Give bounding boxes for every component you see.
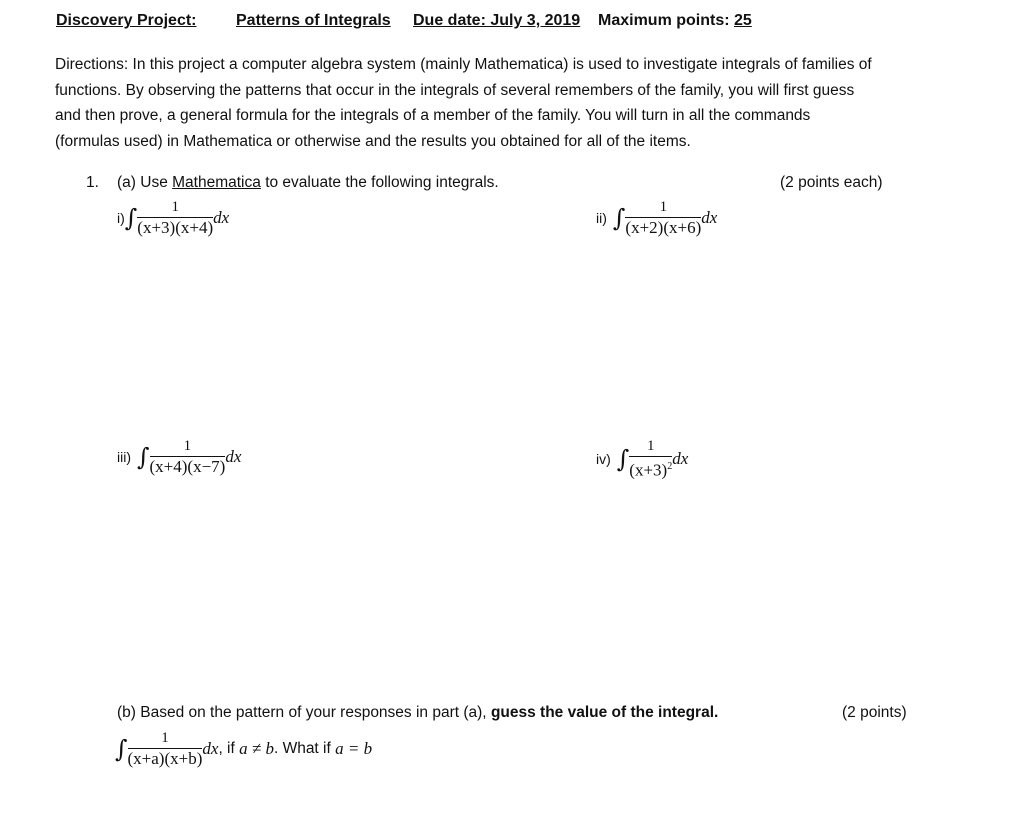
project-label: Discovery Project: [56,12,197,29]
fraction [137,200,213,236]
mathematica-link: Mathematica [172,174,261,191]
directions-line: Directions: In this project a computer algebra system (mainly Mathematica) is used to investigate integrals of families of [55,56,872,73]
integral-sign-icon: ∫ [137,443,150,471]
fraction [625,200,701,236]
denominator: (x+2)(x+6) [625,218,702,237]
integral-sign-icon: ∫ [612,204,626,232]
fraction [629,439,672,479]
denominator-exponent: 2 [667,461,673,472]
differential: dx [202,739,219,758]
part-b-instructions [117,704,718,722]
integral-iv [596,439,688,479]
directions-line: functions. By observing the patterns that occur in the integrals of several remembers of the family, you will first guess [55,81,855,99]
fraction [150,439,226,475]
max-points [598,12,752,30]
differential: dx [701,208,718,227]
condition-expr: a ≠ b [239,739,274,758]
condition-text: , if [218,740,240,757]
part-b-prefix: (b) Based on the pattern of your responses in part (a), [117,704,487,721]
points-b: (2 points) [842,704,907,721]
differential: dx [672,448,689,468]
integral-sign-icon: ∫ [115,735,128,763]
denominator: (x+3)(x+4) [137,218,214,237]
question-number: 1. [86,174,99,191]
due-date [413,12,580,30]
directions-paragraph [55,52,975,154]
numerator: 1 [183,438,192,454]
numerator: 1 [171,199,179,215]
integral-ii [596,200,717,236]
directions-line: (formulas used) in Mathematica or otherwise and the results you obtained for all of the items. [55,132,691,150]
denominator: (x+a)(x+b) [127,749,203,768]
fraction [128,731,203,767]
numerator: 1 [647,438,655,454]
integral-label: ii) [596,210,607,226]
due-date-text: Due date: July 3, 2019 [413,12,581,29]
numerator: 1 [161,730,169,746]
integral-label: iv) [596,450,611,467]
denominator-base: (x+3) [629,460,668,480]
integral-sign-icon: ∫ [124,204,138,232]
part-a-instructions [117,174,499,192]
integral-i [117,200,229,236]
denominator [629,458,672,479]
integral-label: i) [117,210,125,226]
condition-question: . What if [273,740,336,757]
condition-expr-2: a = b [335,739,373,758]
integral-label: iii) [117,449,131,465]
denominator: (x+4)(x−7) [149,457,226,476]
points-a: (2 points each) [780,174,883,191]
part-a-suffix: to evaluate the following integrals. [265,174,499,191]
part-b-bold: guess the value of the integral. [490,704,719,721]
differential: dx [213,208,230,227]
project-title: Patterns of Integrals [236,12,391,29]
numerator: 1 [659,199,668,215]
max-points-value: 25 [734,12,752,29]
part-a-prefix: (a) Use [117,174,168,191]
integral-iii [117,439,241,475]
differential: dx [225,447,242,466]
general-integral [115,731,372,767]
integral-sign-icon: ∫ [616,444,630,473]
max-points-label: Maximum points: [598,12,730,29]
directions-line: and then prove, a general formula for the integrals of a member of the family. You will turn in all the commands [55,107,811,124]
